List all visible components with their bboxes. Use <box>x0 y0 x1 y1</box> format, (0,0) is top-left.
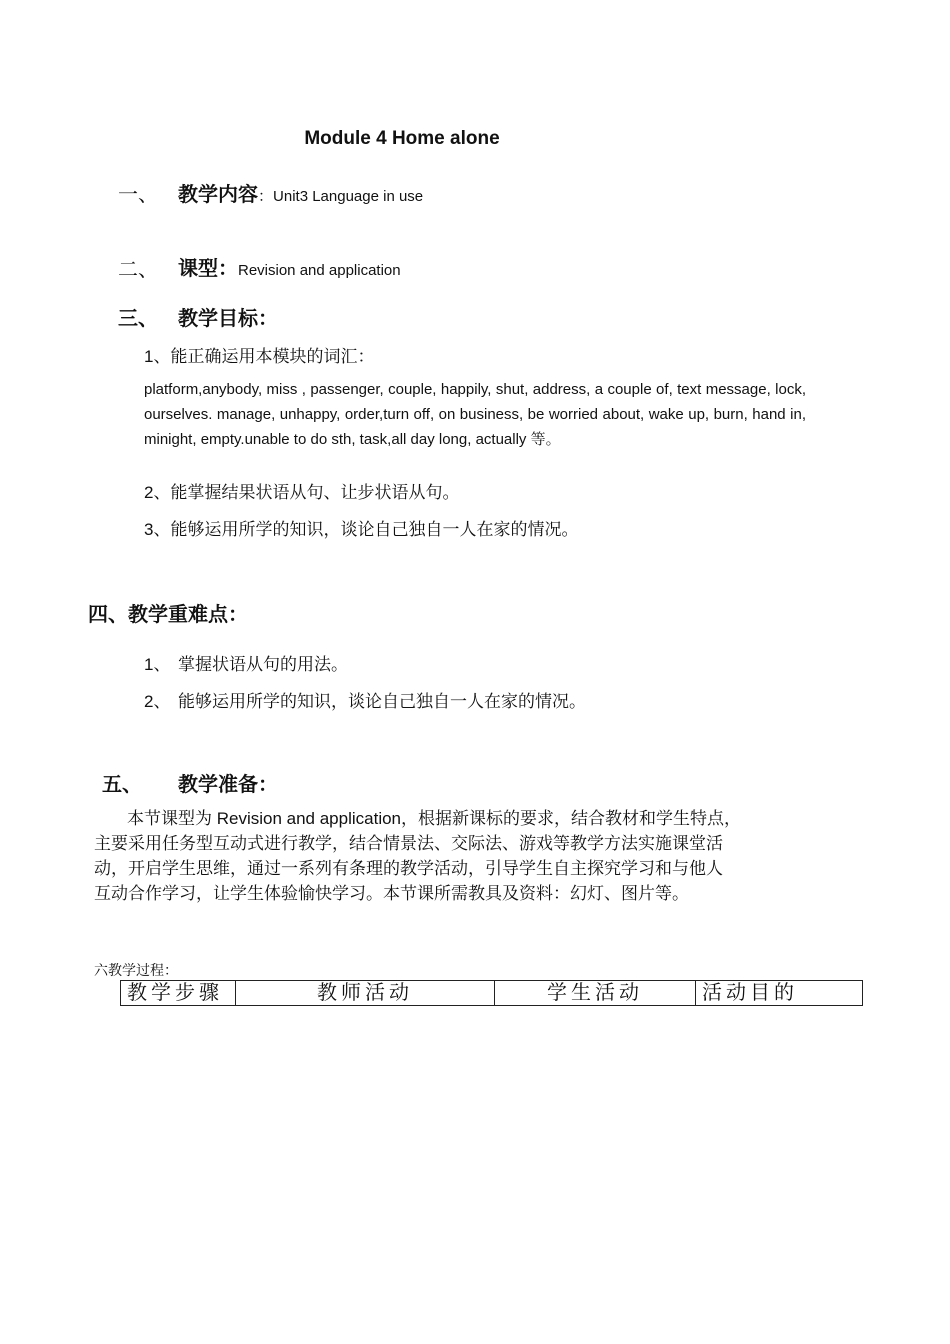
section-3-number: 三、 <box>118 308 158 330</box>
preparation-paragraph <box>94 806 806 906</box>
preparation-number: 五、 <box>102 774 142 796</box>
table-header-row <box>121 981 863 1006</box>
key-points-heading: 四、教学重难点： <box>88 604 248 626</box>
goal-item-3: 3、能够运用所学的知识，谈论自己独自一人在家的情况。 <box>144 520 579 539</box>
document-title: Module 4 Home alone <box>304 128 500 149</box>
column-header-purpose: 活动目的 <box>696 981 863 1006</box>
column-header-step: 教学步骤 <box>121 981 236 1006</box>
key-point-2-text: 能够运用所学的知识，谈论自己独自一人在家的情况。 <box>178 692 586 711</box>
preparation-line-2: 主要采用任务型互动式进行教学，结合情景法、交际法、游戏等教学方法实施课堂活 <box>94 834 723 853</box>
column-header-teacher: 教师活动 <box>236 981 495 1006</box>
preparation-line-4: 互动合作学习，让学生体验愉快学习。本节课所需教具及资料：幻灯、图片等。 <box>94 884 689 903</box>
preparation-heading: 教学准备： <box>178 774 278 796</box>
section-1-number: 一、 <box>118 184 158 206</box>
key-point-2-number: 2、 <box>144 692 171 711</box>
section-1-value: Unit3 Language in use <box>273 188 424 205</box>
process-label: 六教学过程： <box>94 962 178 978</box>
vocabulary-list: platform,anybody, miss , passenger, couple, happily, shut, address, a couple of, text message, lock, ourselves. manage, unhappy, order,turn off, on business, be worried about, wake up, burn, hand in, minight, empty.unable to do sth, task,all day long, actually 等。 <box>144 381 806 448</box>
column-header-student: 学生活动 <box>495 981 696 1006</box>
section-2-heading: 课型： <box>178 258 238 280</box>
key-point-1-number: 1、 <box>144 655 171 674</box>
section-3-heading: 教学目标： <box>178 308 278 330</box>
preparation-line-3: 动，开启学生思维，通过一系列有条理的教学活动，引导学生自主探究学习和与他人 <box>94 859 723 878</box>
preparation-line-1: 本节课型为 Revision and application，根据新课标的要求，结合教材和学生特点， <box>127 809 742 828</box>
section-1-heading: 教学内容 <box>178 184 258 206</box>
section-1-row <box>178 178 423 207</box>
process-table <box>120 980 863 1006</box>
goal-item-2: 2、能掌握结果状语从句、让步状语从句。 <box>144 483 460 502</box>
section-2-row <box>178 252 401 281</box>
section-2-value: Revision and application <box>238 262 401 279</box>
section-2-number: 二、 <box>118 259 158 281</box>
section-1-separator: ： <box>258 188 274 205</box>
goal-item-1: 1、能正确运用本模块的词汇： <box>144 347 375 366</box>
key-point-1-text: 掌握状语从句的用法。 <box>178 655 348 674</box>
